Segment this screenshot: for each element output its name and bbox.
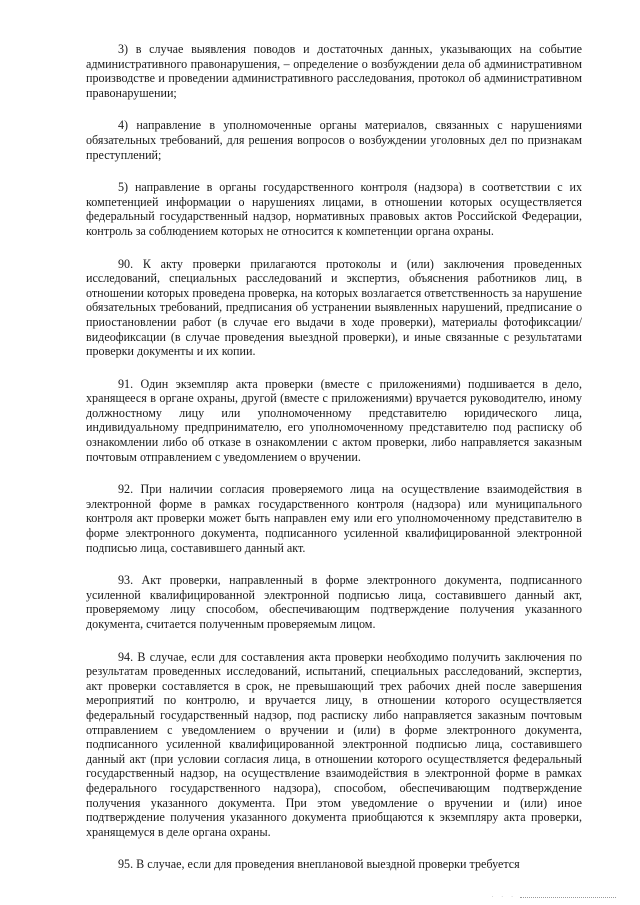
paragraph-item-4: 4) направление в уполномоченные органы материалов, связанных с нарушениями обязательных требований, для решения вопросов о возбуждении уголовных дел по признакам преступлений; xyxy=(86,118,582,162)
paragraph-clause-91: 91. Один экземпляр акта проверки (вместе с приложениями) подшивается в дело, хранящееся в органе охраны, другой (вместе с приложениями) вручается руководителю, иному должностному лицу или уполномоченному представителю юридического лица, индивидуальному предпринимателю, его уполномоченному представителю под расписку об ознакомлении либо об отказе в ознакомлении с актом проверки, либо направляется заказным почтовым отправлением с уведомлением о вручении. xyxy=(86,376,582,464)
paragraph-clause-93: 93. Акт проверки, направленный в форме электронного документа, подписанного усиленной квалифицированной электронной подписью лица, составившего данный акт, проверяемому лицу способом, обеспечивающим подтверждение получения указанного документа, считается полученным проверяемым лицом. xyxy=(86,573,582,631)
paragraph-clause-90: 90. К акту проверки прилагаются протоколы и (или) заключения проведенных исследований, специальных расследований и экспертиз, объяснения работников лиц, в отношении которых проведена проверка, на которых возлагается ответственность за нарушение обязательных требований, предписания об устранении выявленных нарушений, предписание о приостановлении работ (в случае его выдачи в ходе проверки), материалы фотофиксации/видеофиксации (в случае проведения выездной проверки), и иные связанные с результатами проверки документы и их копии. xyxy=(86,256,582,359)
paragraph-clause-92: 92. При наличии согласия проверяемого лица на осуществление взаимодействия в электронной форме в рамках государственного контроля (надзора) или муниципального контроля акт проверки может быть направлен ему или его уполномоченному представителю в форме электронного документа, подписанного усиленной квалифицированной электронной подписью лица, составившего данный акт. xyxy=(86,482,582,555)
scan-artifact-dots: · · · xyxy=(491,894,516,901)
paragraph-clause-95: 95. В случае, если для проведения внеплановой выездной проверки требуется xyxy=(118,857,520,872)
scan-artifact-line xyxy=(520,897,616,899)
paragraph-item-3: 3) в случае выявления поводов и достаточных данных, указывающих на событие административного правонарушения, – определение о возбуждении дела об административном производстве и проведении административного расследования, протокол об административном правонарушении; xyxy=(86,42,582,100)
paragraph-clause-94: 94. В случае, если для составления акта проверки необходимо получить заключения по результатам проведенных исследований, испытаний, специальных расследований, экспертиз, акт проверки составляется в срок, не превышающий трех рабочих дней после завершения мероприятий по контролю, и вручается лицу, в отношении которого осуществляется федеральный государственный надзор, под расписку либо направляется заказным почтовым отправлением с уведомлением о вручении и (или) в форме электронного документа, подписанного усиленной квалифицированной электронной подписью лица, составившего данный акт (при условии согласия лица, в отношении которого осуществляется федеральный государственный надзор, на осуществление взаимодействия в электронной форме в рамках федерального государственного надзора), способом, обеспечивающим подтверждение получения указанного документа. При этом уведомление о вручении и (или) иное подтверждение получения указанного документа приобщаются к экземпляру акта проверки, хранящемуся в деле органа охраны. xyxy=(86,649,582,839)
paragraph-item-5: 5) направление в органы государственного контроля (надзора) в соответствии с их компетенцией информации о нарушениях лицами, в отношении которых осуществляется федеральный государственный надзор, нормативных правовых актов Российской Федерации, контроль за соблюдением которых не относится к компетенции органа охраны. xyxy=(86,180,582,238)
